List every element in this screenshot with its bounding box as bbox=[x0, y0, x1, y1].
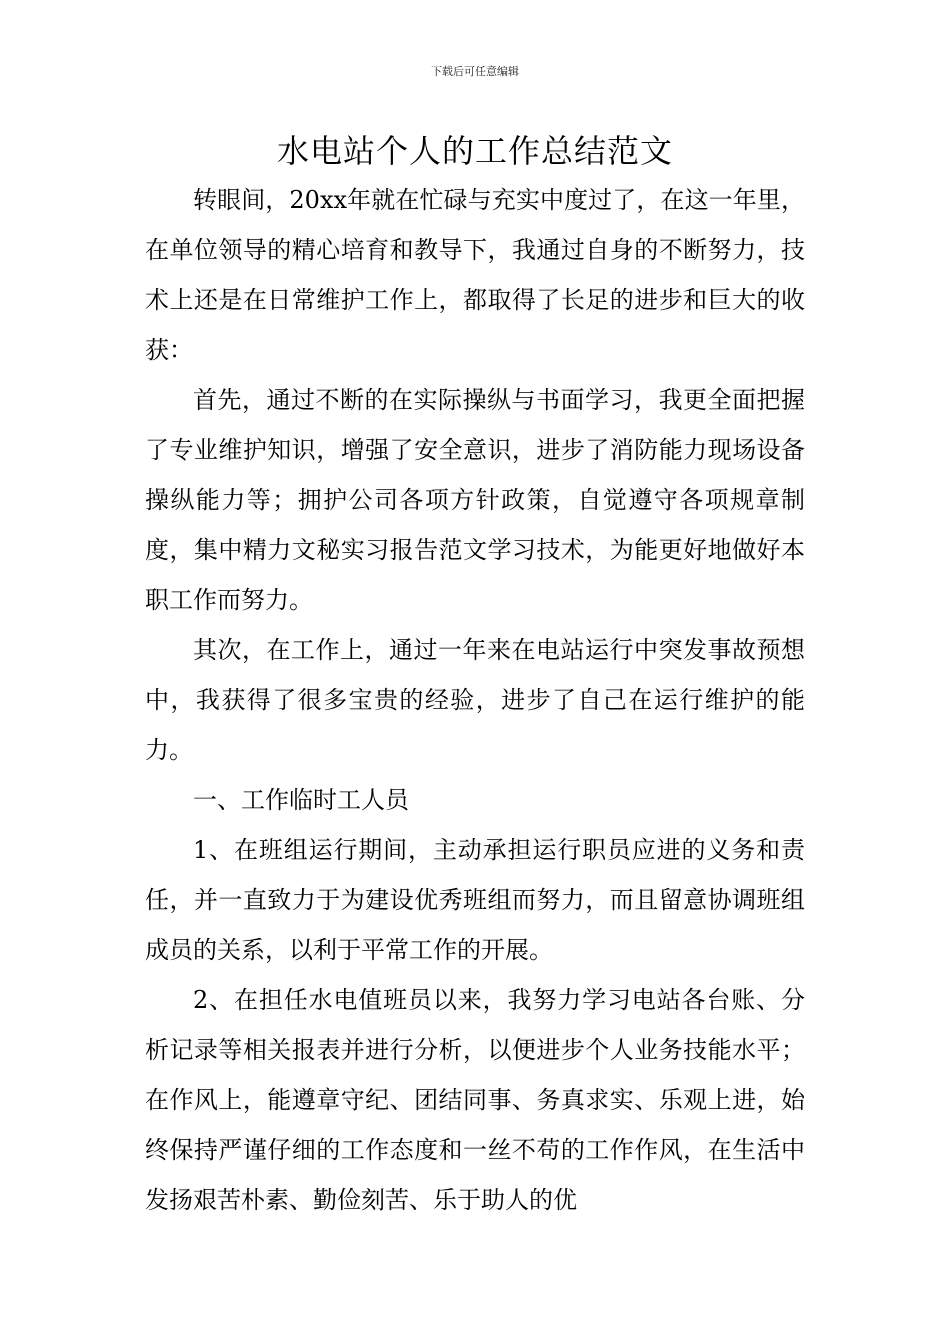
paragraph-first: 首先，通过不断的在实际操纵与书面学习，我更全面把握了专业维护知识，增强了安全意识，进步了消防能力现场设备操纵能力等；拥护公司各项方针政策，自觉遵守各项规章制度，集中精力文秘实习报告范文学习技术，为能更好地做好本职工作而努力。 bbox=[145, 386, 805, 614]
section-heading: 一、工作临时工人员 bbox=[193, 786, 409, 814]
paragraph-intro: 转眼间，20xx年就在忙碌与充实中度过了，在这一年里，在单位领导的精心培育和教导下，我通过自身的不断努力，技术上还是在日常维护工作上，都取得了长足的进步和巨大的收获： bbox=[145, 186, 805, 364]
paragraph-second: 其次，在工作上，通过一年来在电站运行中突发事故预想中，我获得了很多宝贵的经验，进步了自己在运行维护的能力。 bbox=[145, 636, 805, 764]
header-note: 下载后可任意编辑 bbox=[431, 65, 519, 78]
paragraph-item-1: 1、在班组运行期间，主动承担运行职员应进的义务和责任，并一直致力于为建设优秀班组而努力，而且留意协调班组成员的关系，以利于平常工作的开展。 bbox=[145, 836, 805, 964]
paragraph-item-2: 2、在担任水电值班员以来，我努力学习电站各台账、分析记录等相关报表并进行分析，以便进步个人业务技能水平；在作风上，能遵章守纪、团结同事、务真求实、乐观上进，始终保持严谨仔细的工作态度和一丝不苟的工作作风，在生活中发扬艰苦朴素、勤俭刻苦、乐于助人的优 bbox=[145, 986, 805, 1214]
document-title: 水电站个人的工作总结范文 bbox=[276, 132, 673, 170]
document-body bbox=[145, 175, 805, 1225]
